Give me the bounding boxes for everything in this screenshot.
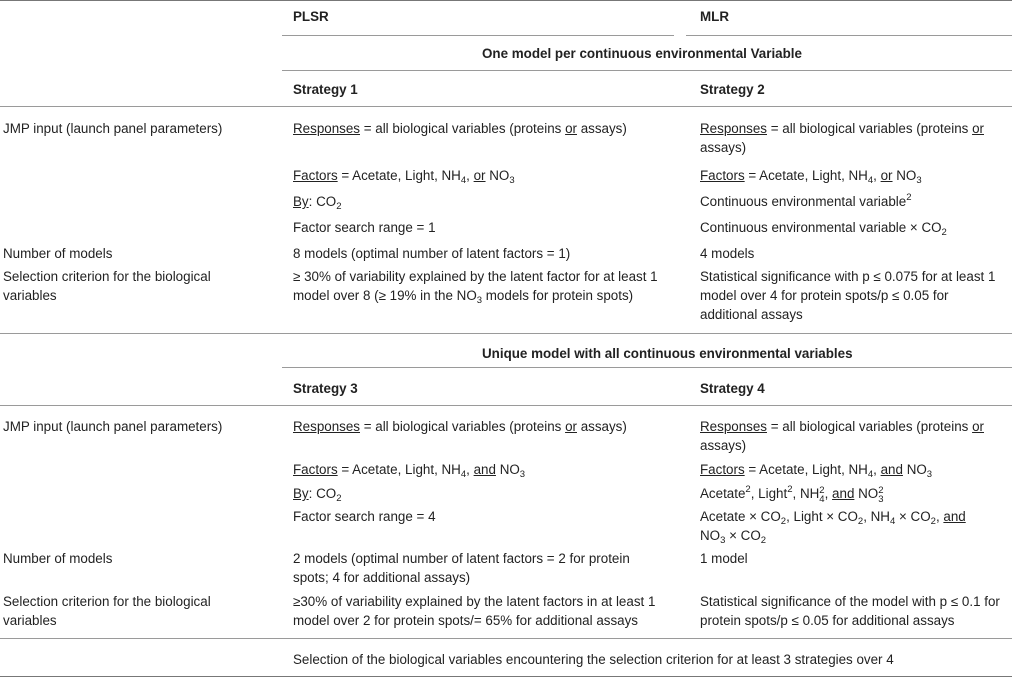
rule-mlr-underline xyxy=(686,35,1012,36)
s4-cross-terms: Acetate × $CO_2$, Light × $CO_2$, $NH_4 \times CO_2$, and xyxy=(700,509,966,527)
rule-section1-header xyxy=(0,106,1012,107)
s1-factors: Factors = Acetate, Light, $NH_4$, or $NO_3$ xyxy=(293,168,515,186)
strategy-1-label: Strategy 1 xyxy=(293,82,358,97)
s2-responses-line2: assays) xyxy=(700,140,747,155)
s1-models: 8 models (optimal number of latent factors = 1) xyxy=(293,246,571,261)
rule-section1-end xyxy=(0,333,1012,334)
row-label-selection-2: variables xyxy=(3,288,57,303)
rule-section2-header xyxy=(0,405,1012,406)
s2-selection-3: additional assays xyxy=(700,307,803,322)
strategy-4-label: Strategy 4 xyxy=(700,381,765,396)
strategy-3-label: Strategy 3 xyxy=(293,381,358,396)
row-label-number-of-models-2: Number of models xyxy=(3,551,113,566)
s4-selection: Statistical significance of the model with p ≤ 0.1 for xyxy=(700,594,1000,609)
row-label-selection: Selection criterion for the biological xyxy=(3,269,211,284)
s1-by: By: $CO_2$ xyxy=(293,194,342,212)
s2-models: 4 models xyxy=(700,246,755,261)
row-label-selection-b: Selection criterion for the biological xyxy=(3,594,211,609)
row-label-selection-b-2: variables xyxy=(3,613,57,628)
row-label-jmp-input-2: JMP input (launch panel parameters) xyxy=(3,419,223,434)
s2-selection: Statistical significance with p ≤ 0.075 for at least 1 xyxy=(700,269,996,284)
rule-section1-title xyxy=(282,70,1012,71)
s1-responses: Responses = all biological variables (proteins or assays) xyxy=(293,121,627,136)
s3-models-2: spots; 4 for additional assays) xyxy=(293,570,471,585)
strategy-2-label: Strategy 2 xyxy=(700,82,765,97)
s3-factors: Factors = Acetate, Light, $NH_4$, and $NO_3$ xyxy=(293,462,526,480)
s4-cross-terms-2: $NO_3 \times CO_2$ xyxy=(700,528,767,546)
s4-responses: Responses = all biological variables (proteins or xyxy=(700,419,984,434)
table-footer: Selection of the biological variables encountering the selection criterion for at least 3 strategies over 4 xyxy=(293,652,894,667)
s2-selection-2: model over 4 for protein spots/p ≤ 0.05 for xyxy=(700,288,949,303)
s3-by: By: $CO_2$ xyxy=(293,486,342,504)
rule-top xyxy=(0,0,1012,1)
s3-responses: Responses = all biological variables (proteins or assays) xyxy=(293,419,627,434)
s3-selection: ≥30% of variability explained by the latent factors in at least 1 xyxy=(293,594,656,609)
rule-plsr-underline xyxy=(282,35,674,36)
s4-squared-terms: Acetate$^2$, Light$^2$, NH 2 4 , and NO 2 3 xyxy=(700,484,884,505)
s1-search-range: Factor search range = 1 xyxy=(293,220,436,235)
rule-section2-title xyxy=(282,367,1012,368)
s4-factors: Factors = Acetate, Light, $NH_4$, and $NO_3$ xyxy=(700,462,933,480)
s3-selection-2: model over 2 for protein spots/= 65% for additional assays xyxy=(293,613,638,628)
s2-responses: Responses = all biological variables (proteins or xyxy=(700,121,984,136)
s2-continuous-co2: Continuous environmental variable × $CO_2$ xyxy=(700,220,947,238)
header-plsr: PLSR xyxy=(293,9,329,24)
rule-section2-end xyxy=(0,638,1012,639)
row-label-jmp-input: JMP input (launch panel parameters) xyxy=(3,121,223,136)
s1-selection: ≥ 30% of variability explained by the latent factor for at least 1 xyxy=(293,269,658,284)
rule-bottom xyxy=(0,676,1012,677)
s3-search-range: Factor search range = 4 xyxy=(293,509,436,524)
s4-models: 1 model xyxy=(700,551,748,566)
s1-selection-2: model over 8 (≥ 19% in the $NO_3$ models for protein spots) xyxy=(293,288,634,306)
row-label-number-of-models: Number of models xyxy=(3,246,113,261)
s3-models: 2 models (optimal number of latent factors = 2 for protein xyxy=(293,551,630,566)
s2-factors: Factors = Acetate, Light, $NH_4$, or $NO_3$ xyxy=(700,168,922,186)
header-mlr: MLR xyxy=(700,9,730,24)
s4-responses-line2: assays) xyxy=(700,438,747,453)
section2-title: Unique model with all continuous environmental variables xyxy=(482,346,853,361)
s2-continuous-squared: Continuous environmental variable$^2$ xyxy=(700,192,912,209)
s4-selection-2: protein spots/p ≤ 0.05 for additional assays xyxy=(700,613,955,628)
section1-title: One model per continuous environmental Variable xyxy=(482,46,802,61)
